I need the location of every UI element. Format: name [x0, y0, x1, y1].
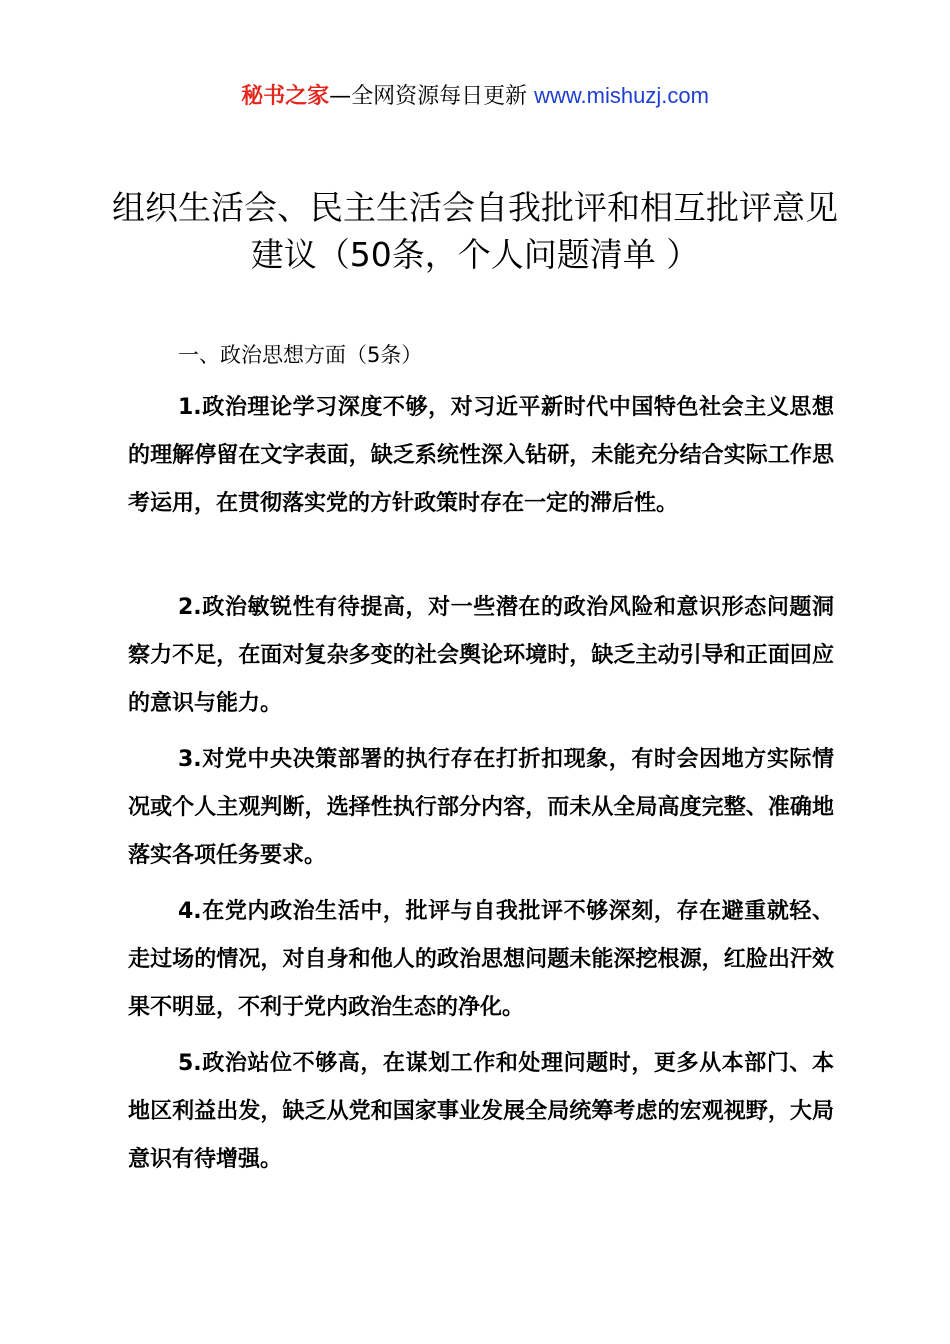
item-list: [128, 384, 834, 1192]
site-header: [0, 80, 950, 113]
section-heading: 一、政治思想方面（5条）: [178, 343, 423, 367]
list-item: 5.政治站位不够高，在谋划工作和处理问题时，更多从本部门、本地区利益出发，缺乏从党和国家事业发展全局统筹考虑的宏观视野，大局意识有待增强。: [128, 1051, 834, 1172]
list-item: 1.政治理论学习深度不够，对习近平新时代中国特色社会主义思想的理解停留在文字表面，缺乏系统性深入钻研，未能充分结合实际工作思考运用，在贯彻落实党的方针政策时存在一定的滞后性。: [128, 395, 834, 516]
list-item: 4.在党内政治生活中，批评与自我批评不够深刻，存在避重就轻、走过场的情况，对自身和他人的政治思想问题未能深挖根源，红脸出汗效果不明显，不利于党内政治生态的净化。: [128, 899, 834, 1020]
brand-name: 秘书之家: [241, 84, 330, 109]
site-url-link[interactable]: www.mishuzj.com: [534, 83, 709, 108]
document-title: 组织生活会、民主生活会自我批评和相互批评意见建议（50条，个人问题清单 ）: [112, 188, 838, 274]
list-item: 3.对党中央决策部署的执行存在打折扣现象，有时会因地方实际情况或个人主观判断，选择性执行部分内容，而未从全局高度完整、准确地落实各项任务要求。: [128, 747, 834, 868]
header-tagline: —全网资源每日更新: [329, 84, 535, 109]
list-item: 2.政治敏锐性有待提高，对一些潜在的政治风险和意识形态问题洞察力不足，在面对复杂多变的社会舆论环境时，缺乏主动引导和正面回应的意识与能力。: [128, 595, 834, 716]
